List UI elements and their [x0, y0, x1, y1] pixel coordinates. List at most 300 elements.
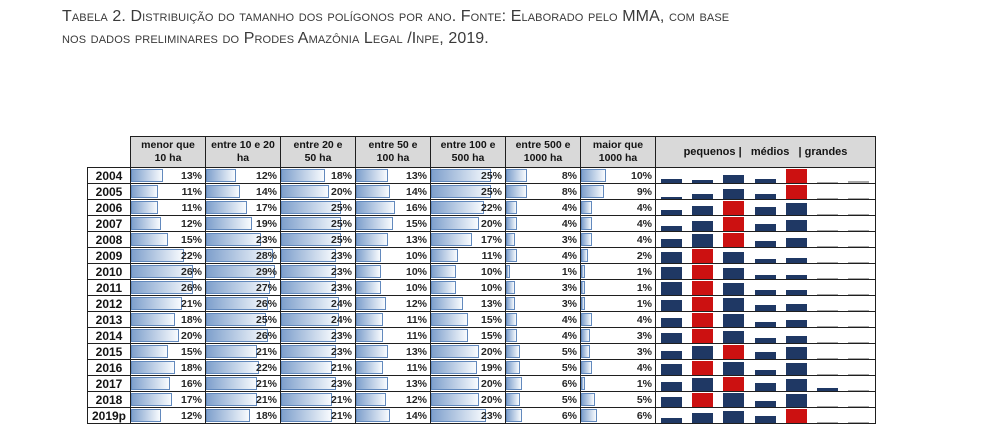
spark-bar: [723, 252, 744, 263]
sparkline-cell: [656, 184, 876, 200]
percent-label: 11%: [181, 201, 202, 214]
spark-bar: [755, 224, 776, 231]
percent-label: 10%: [405, 281, 427, 294]
percent-label: 10%: [480, 265, 502, 278]
data-bar: [131, 409, 161, 422]
percent-cell: [131, 200, 206, 216]
data-bar: [206, 377, 257, 390]
header-row: [88, 137, 876, 168]
percent-label: 2%: [636, 249, 652, 262]
data-bar: [506, 185, 527, 198]
year-cell: 2015: [88, 344, 131, 360]
spark-bar: [755, 401, 776, 407]
header-cell-size-5: [431, 137, 506, 168]
year-cell: 2016: [88, 360, 131, 376]
percent-label: 4%: [561, 201, 577, 214]
percent-label: 22%: [480, 201, 502, 214]
percent-label: 19%: [480, 361, 502, 374]
percent-label: 1%: [636, 281, 652, 294]
percent-cell: [506, 248, 581, 264]
header-line-1: entre 500 e: [515, 139, 571, 151]
data-bar: [356, 201, 395, 214]
percent-label: 10%: [630, 169, 652, 182]
percent-label: 5%: [636, 393, 652, 406]
percent-cell: [506, 200, 581, 216]
spark-bar: [661, 382, 682, 392]
data-bar: [131, 185, 158, 198]
percent-cell: [431, 392, 506, 408]
percent-label: 20%: [480, 217, 502, 230]
spark-bar: [661, 239, 682, 247]
data-bar: [506, 361, 520, 374]
percent-cell: [206, 264, 281, 280]
data-bar: [206, 393, 257, 406]
percent-cell: [431, 360, 506, 376]
data-bar: [281, 377, 336, 390]
data-bar: [431, 329, 468, 342]
percent-cell: [581, 280, 656, 296]
data-bar: [431, 345, 479, 358]
spark-bar: [661, 418, 682, 423]
percent-cell: [431, 184, 506, 200]
spark-bar: [692, 413, 713, 423]
percent-label: 18%: [255, 409, 277, 422]
percent-label: 23%: [330, 281, 352, 294]
spark-bar: [692, 234, 713, 247]
percent-cell: [356, 280, 431, 296]
percent-label: 9%: [636, 185, 652, 198]
percent-cell: [281, 248, 356, 264]
table-row: [88, 296, 876, 312]
percent-label: 15%: [405, 217, 427, 230]
percent-label: 11%: [481, 249, 502, 262]
percent-label: 6%: [561, 409, 577, 422]
percent-label: 20%: [180, 329, 202, 342]
data-bar: [356, 217, 393, 230]
percent-label: 12%: [180, 217, 202, 230]
percent-label: 18%: [180, 361, 202, 374]
percent-label: 16%: [405, 201, 427, 214]
percent-label: 11%: [406, 329, 427, 342]
percent-cell: [431, 408, 506, 424]
percent-label: 17%: [180, 393, 202, 406]
percent-label: 18%: [330, 169, 352, 182]
header-cell-size-3: [281, 137, 356, 168]
data-bar: [131, 361, 175, 374]
percent-cell: [356, 328, 431, 344]
percent-cell: [131, 232, 206, 248]
percent-label: 23%: [330, 377, 352, 390]
percent-label: 5%: [561, 393, 577, 406]
header-line-1: entre 100 e: [440, 139, 496, 151]
data-bar: [131, 313, 175, 326]
data-bar: [581, 297, 585, 310]
year-cell: 2012: [88, 296, 131, 312]
table-caption: [62, 6, 729, 50]
percent-label: 16%: [180, 377, 202, 390]
spark-bar: [661, 364, 682, 375]
percent-cell: [206, 168, 281, 184]
table-row: [88, 232, 876, 248]
data-bar: [581, 265, 585, 278]
data-bar: [506, 377, 522, 390]
percent-label: 12%: [180, 409, 202, 422]
percent-cell: [581, 408, 656, 424]
percent-label: 21%: [330, 361, 352, 374]
polygon-size-table: [87, 136, 876, 424]
percent-cell: [356, 264, 431, 280]
data-bar: [431, 217, 479, 230]
percent-cell: [581, 232, 656, 248]
data-bar: [131, 249, 184, 262]
spark-bar: [786, 379, 807, 391]
percent-cell: [131, 248, 206, 264]
percent-label: 23%: [255, 233, 277, 246]
percent-cell: [581, 376, 656, 392]
sparkline-cell: [656, 360, 876, 376]
data-bar: [581, 329, 590, 342]
percent-cell: [581, 184, 656, 200]
spark-bar: [723, 268, 744, 279]
spark-bar: [661, 210, 682, 215]
percent-label: 4%: [636, 217, 652, 230]
data-bar: [431, 409, 486, 422]
data-bar: [131, 169, 163, 182]
percent-cell: [431, 216, 506, 232]
data-bar: [506, 169, 527, 182]
header-line-2: 100 ha: [376, 152, 410, 164]
table-row: [88, 168, 876, 184]
percent-cell: [206, 376, 281, 392]
data-bar: [281, 265, 336, 278]
percent-cell: [206, 360, 281, 376]
data-bar: [581, 345, 590, 358]
data-bar: [131, 329, 179, 342]
percent-cell: [431, 264, 506, 280]
percent-cell: [281, 376, 356, 392]
percent-label: 3%: [561, 297, 577, 310]
percent-cell: [131, 328, 206, 344]
data-bar: [131, 217, 161, 230]
data-bar: [206, 169, 236, 182]
data-bar: [581, 281, 585, 294]
data-bar: [131, 233, 168, 246]
percent-label: 4%: [561, 217, 577, 230]
percent-cell: [131, 360, 206, 376]
percent-label: 11%: [406, 361, 427, 374]
percent-cell: [356, 232, 431, 248]
table-row: [88, 392, 876, 408]
percent-label: 3%: [561, 281, 577, 294]
data-bar: [281, 361, 332, 374]
percent-cell: [131, 296, 206, 312]
percent-cell: [506, 168, 581, 184]
data-bar: [281, 169, 325, 182]
percent-cell: [506, 296, 581, 312]
sparkline-cell: [656, 264, 876, 280]
spark-bar: [692, 313, 713, 327]
data-bar: [431, 377, 479, 390]
spark-bar: [661, 282, 682, 296]
percent-cell: [356, 344, 431, 360]
percent-label: 10%: [480, 281, 502, 294]
spark-bar: [786, 220, 807, 231]
percent-label: 22%: [255, 361, 277, 374]
data-bar: [581, 249, 588, 262]
percent-label: 5%: [561, 345, 577, 358]
data-bar: [281, 393, 332, 406]
sparkline-cell: [656, 248, 876, 264]
table-row: [88, 248, 876, 264]
corner-cell: [88, 137, 131, 168]
percent-label: 21%: [330, 409, 352, 422]
percent-label: 20%: [330, 185, 352, 198]
percent-label: 13%: [405, 169, 427, 182]
data-bar: [356, 393, 386, 406]
spark-bar: [661, 226, 682, 231]
spark-bar: [786, 347, 807, 359]
data-bar: [356, 345, 388, 358]
data-bar: [356, 185, 390, 198]
spark-bar: [661, 318, 682, 327]
data-bar: [281, 313, 339, 326]
spark-bar: [692, 206, 713, 215]
spark-bar: [755, 194, 776, 199]
data-bar: [206, 345, 257, 358]
spark-bar: [786, 203, 807, 215]
data-bar: [131, 297, 182, 310]
percent-cell: [506, 280, 581, 296]
percent-label: 14%: [405, 185, 427, 198]
spark-bar: [692, 194, 713, 199]
spark-bar: [786, 238, 807, 247]
percent-cell: [281, 296, 356, 312]
spark-bar: [755, 416, 776, 423]
data-bar: [356, 265, 381, 278]
sparkline-cell: [656, 200, 876, 216]
percent-cell: [206, 248, 281, 264]
percent-cell: [131, 392, 206, 408]
percent-cell: [281, 360, 356, 376]
percent-label: 3%: [636, 329, 652, 342]
percent-cell: [206, 312, 281, 328]
data-bar: [356, 297, 386, 310]
percent-cell: [206, 392, 281, 408]
spark-bar: [723, 362, 744, 375]
data-bar: [281, 297, 339, 310]
percent-cell: [281, 216, 356, 232]
percent-cell: [131, 184, 206, 200]
data-bar: [281, 281, 336, 294]
data-bar: [131, 393, 172, 406]
data-bar: [506, 233, 515, 246]
percent-label: 4%: [561, 313, 577, 326]
percent-cell: [356, 408, 431, 424]
header-cell-size-4: [356, 137, 431, 168]
spark-bar: [723, 233, 744, 247]
percent-cell: [506, 360, 581, 376]
data-bar: [131, 201, 158, 214]
percent-label: 4%: [561, 329, 577, 342]
percent-cell: [281, 408, 356, 424]
header-line-1: entre 50 e: [368, 139, 418, 151]
data-bar: [581, 169, 606, 182]
percent-cell: [581, 248, 656, 264]
spark-bar: [786, 275, 807, 280]
year-cell: 2011: [88, 280, 131, 296]
spark-bar: [755, 338, 776, 343]
percent-cell: [506, 184, 581, 200]
percent-label: 15%: [180, 345, 202, 358]
percent-label: 12%: [255, 169, 277, 182]
percent-label: 11%: [181, 185, 202, 198]
spark-bar: [755, 207, 776, 215]
data-bar: [506, 409, 522, 422]
percent-cell: [206, 200, 281, 216]
header-line-1: menor que: [141, 139, 195, 151]
percent-label: 27%: [255, 281, 277, 294]
percent-label: 12%: [405, 393, 427, 406]
percent-label: 10%: [405, 265, 427, 278]
spark-bar: [755, 259, 776, 263]
spark-bar: [661, 267, 682, 280]
percent-cell: [506, 264, 581, 280]
percent-label: 20%: [480, 393, 502, 406]
spark-bar: [692, 249, 713, 263]
sparkline-cell: [656, 280, 876, 296]
data-bar: [581, 361, 592, 374]
header-cell-sparkline: [656, 137, 876, 168]
sparkline-cell: [656, 344, 876, 360]
sparkline-header-label: pequenos | médios | grandes: [683, 146, 848, 158]
spark-bar: [755, 275, 776, 280]
percent-label: 6%: [636, 409, 652, 422]
spark-bar: [723, 189, 744, 199]
percent-cell: [581, 312, 656, 328]
percent-label: 26%: [255, 329, 277, 342]
spark-bar: [723, 283, 744, 295]
percent-label: 15%: [480, 313, 502, 326]
data-bar: [431, 393, 479, 406]
percent-label: 1%: [636, 265, 652, 278]
data-bar: [431, 233, 472, 246]
spark-bar: [723, 377, 744, 391]
percent-cell: [356, 168, 431, 184]
data-bar: [506, 201, 517, 214]
data-bar: [506, 313, 517, 326]
percent-label: 1%: [636, 297, 652, 310]
percent-label: 14%: [255, 185, 277, 198]
header-line-2: 1000 ha: [523, 152, 563, 164]
percent-label: 13%: [405, 233, 427, 246]
spark-bar: [723, 175, 744, 183]
percent-cell: [581, 392, 656, 408]
percent-label: 4%: [561, 249, 577, 262]
percent-cell: [356, 296, 431, 312]
percent-label: 19%: [255, 217, 277, 230]
percent-cell: [506, 312, 581, 328]
percent-label: 8%: [561, 169, 577, 182]
percent-label: 4%: [636, 313, 652, 326]
header-cell-size-6: [506, 137, 581, 168]
spark-bar: [723, 298, 744, 311]
year-cell: 2004: [88, 168, 131, 184]
percent-label: 25%: [330, 217, 352, 230]
percent-label: 10%: [405, 249, 427, 262]
percent-cell: [431, 312, 506, 328]
data-bar: [281, 185, 329, 198]
data-bar: [356, 313, 383, 326]
data-bar: [356, 169, 388, 182]
percent-label: 23%: [330, 329, 352, 342]
data-bar: [206, 233, 261, 246]
percent-label: 21%: [255, 393, 277, 406]
percent-label: 5%: [561, 361, 577, 374]
year-cell: 2017: [88, 376, 131, 392]
spark-bar: [692, 378, 713, 391]
percent-cell: [281, 392, 356, 408]
percent-label: 11%: [406, 313, 427, 326]
table-row: [88, 344, 876, 360]
percent-cell: [431, 344, 506, 360]
data-bar: [356, 329, 383, 342]
percent-cell: [131, 376, 206, 392]
percent-cell: [431, 248, 506, 264]
spark-bar: [723, 314, 744, 327]
percent-label: 25%: [480, 169, 502, 182]
year-cell: 2005: [88, 184, 131, 200]
data-bar: [206, 185, 240, 198]
data-bar: [581, 313, 592, 326]
percent-cell: [431, 232, 506, 248]
data-bar: [206, 217, 252, 230]
percent-label: 21%: [255, 377, 277, 390]
data-bar: [356, 249, 381, 262]
sparkline-cell: [656, 168, 876, 184]
spark-bar: [786, 394, 807, 407]
spark-bar: [723, 201, 744, 215]
data-bar: [431, 281, 456, 294]
percent-cell: [281, 168, 356, 184]
percent-cell: [281, 184, 356, 200]
percent-label: 1%: [561, 265, 577, 278]
spark-bar: [661, 351, 682, 359]
spark-bar: [786, 409, 807, 423]
percent-cell: [356, 216, 431, 232]
percent-label: 4%: [636, 233, 652, 246]
data-bar: [506, 249, 517, 262]
spark-bar: [661, 179, 682, 183]
percent-cell: [131, 344, 206, 360]
data-bar: [206, 409, 250, 422]
spark-bar: [723, 331, 744, 343]
sparkline-cell: [656, 216, 876, 232]
percent-cell: [281, 280, 356, 296]
header-line-2: 500 ha: [451, 152, 485, 164]
percent-label: 24%: [330, 297, 352, 310]
data-bar: [281, 329, 336, 342]
spark-bar: [692, 297, 713, 311]
year-cell: 2013: [88, 312, 131, 328]
data-bar: [356, 281, 381, 294]
header-cell-size-2: [206, 137, 281, 168]
spark-bar: [692, 281, 713, 295]
table-row: [88, 216, 876, 232]
percent-cell: [431, 296, 506, 312]
spark-bar: [661, 300, 682, 311]
percent-label: 6%: [561, 377, 577, 390]
spark-bar: [692, 265, 713, 279]
